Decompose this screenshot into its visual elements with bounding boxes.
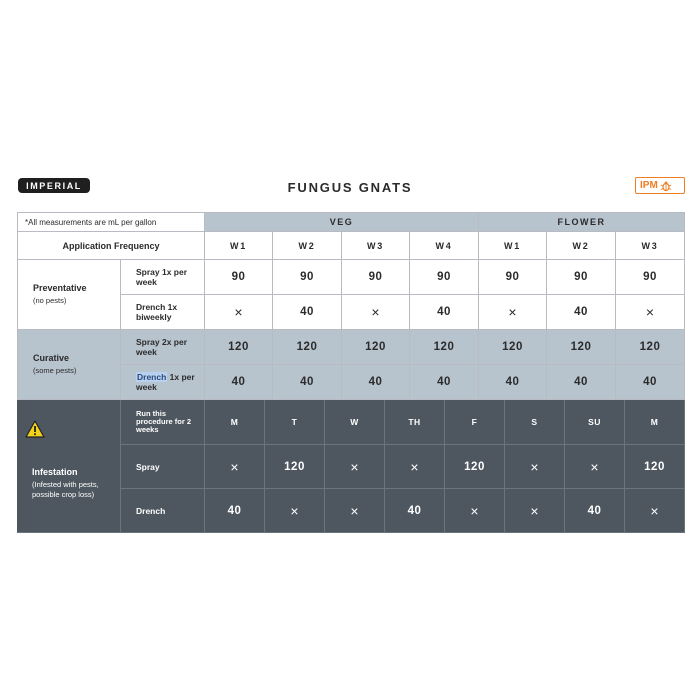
curative-title: Curative [33,353,70,363]
dose-cell: 40 [410,365,479,400]
dose-cell: 40 [205,365,273,400]
week-header: W1 [479,232,547,260]
dose-cell: 120 [445,445,505,489]
dose-cell: 40 [565,489,625,533]
preventative-spray-label: Spray 1x per week [121,260,205,295]
none-icon: × [616,295,685,330]
dose-cell: 120 [616,330,685,365]
day-header: F [445,400,505,445]
infestation-drench-label: Drench [121,489,205,533]
highlighted-text: Drench [137,372,167,382]
week-header: W1 [205,232,273,260]
none-icon: × [205,445,265,489]
week-header: W3 [342,232,410,260]
dose-cell: 40 [385,489,445,533]
procedure-label: Run this procedure for 2 weeks [121,400,205,445]
day-header: TH [385,400,445,445]
page-title: FUNGUS GNATS [287,180,413,195]
day-header: SU [565,400,625,445]
none-icon: × [505,489,565,533]
none-icon: × [505,445,565,489]
preventative-group [17,260,121,330]
week-header: W4 [410,232,479,260]
none-icon: × [205,295,273,330]
day-header: W [325,400,385,445]
preventative-title: Preventative [33,283,87,293]
curative-group [17,330,121,400]
week-header: W2 [547,232,616,260]
bug-icon [660,180,672,192]
dose-cell: 40 [616,365,685,400]
none-icon: × [325,445,385,489]
curative-drench-label [121,365,205,400]
dose-cell: 90 [547,260,616,295]
measurement-note: *All measurements are mL per gallon [17,212,205,232]
none-icon: × [325,489,385,533]
imperial-badge: IMPERIAL [18,178,90,193]
none-icon: × [445,489,505,533]
dose-cell: 120 [273,330,342,365]
none-icon: × [342,295,410,330]
day-header: M [205,400,265,445]
dose-cell: 90 [479,260,547,295]
flower-header: FLOWER [479,212,685,232]
preventative-subtitle: (no pests) [33,296,67,305]
dose-cell: 40 [342,365,410,400]
application-frequency-label: Application Frequency [17,232,205,260]
dose-cell: 120 [479,330,547,365]
curative-spray-label: Spray 2x per week [121,330,205,365]
day-header: M [625,400,685,445]
week-header: W3 [616,232,685,260]
infestation-title: Infestation [32,466,78,477]
ipm-logo [635,177,685,194]
veg-header: VEG [205,212,479,232]
dose-cell: 40 [410,295,479,330]
dose-cell: 90 [616,260,685,295]
week-header: W2 [273,232,342,260]
none-icon: × [385,445,445,489]
day-header: S [505,400,565,445]
dose-cell: 90 [342,260,410,295]
drench-rest: 1x per week [136,372,195,392]
warning-icon [25,420,45,438]
infestation-spray-label: Spray [121,445,205,489]
dose-cell: 120 [205,330,273,365]
dose-cell: 120 [547,330,616,365]
day-header: T [265,400,325,445]
dose-cell: 90 [410,260,479,295]
dose-cell: 40 [273,365,342,400]
none-icon: × [565,445,625,489]
dose-cell: 120 [410,330,479,365]
dose-cell: 40 [547,295,616,330]
infestation-group [17,400,121,533]
dose-cell: 40 [547,365,616,400]
none-icon: × [265,489,325,533]
preventative-drench-label: Drench 1x biweekly [121,295,205,330]
dose-cell: 120 [265,445,325,489]
none-icon: × [625,489,685,533]
curative-subtitle: (some pests) [33,366,77,375]
dose-cell: 120 [625,445,685,489]
dose-cell: 40 [273,295,342,330]
dose-cell: 40 [479,365,547,400]
dose-cell: 120 [342,330,410,365]
dose-cell: 90 [205,260,273,295]
infestation-subtitle: (Infested with pests, possible crop loss) [32,479,99,499]
dose-cell: 90 [273,260,342,295]
dosage-table [17,212,685,533]
dose-cell: 40 [205,489,265,533]
none-icon: × [479,295,547,330]
logo-text: IPM [640,180,658,191]
